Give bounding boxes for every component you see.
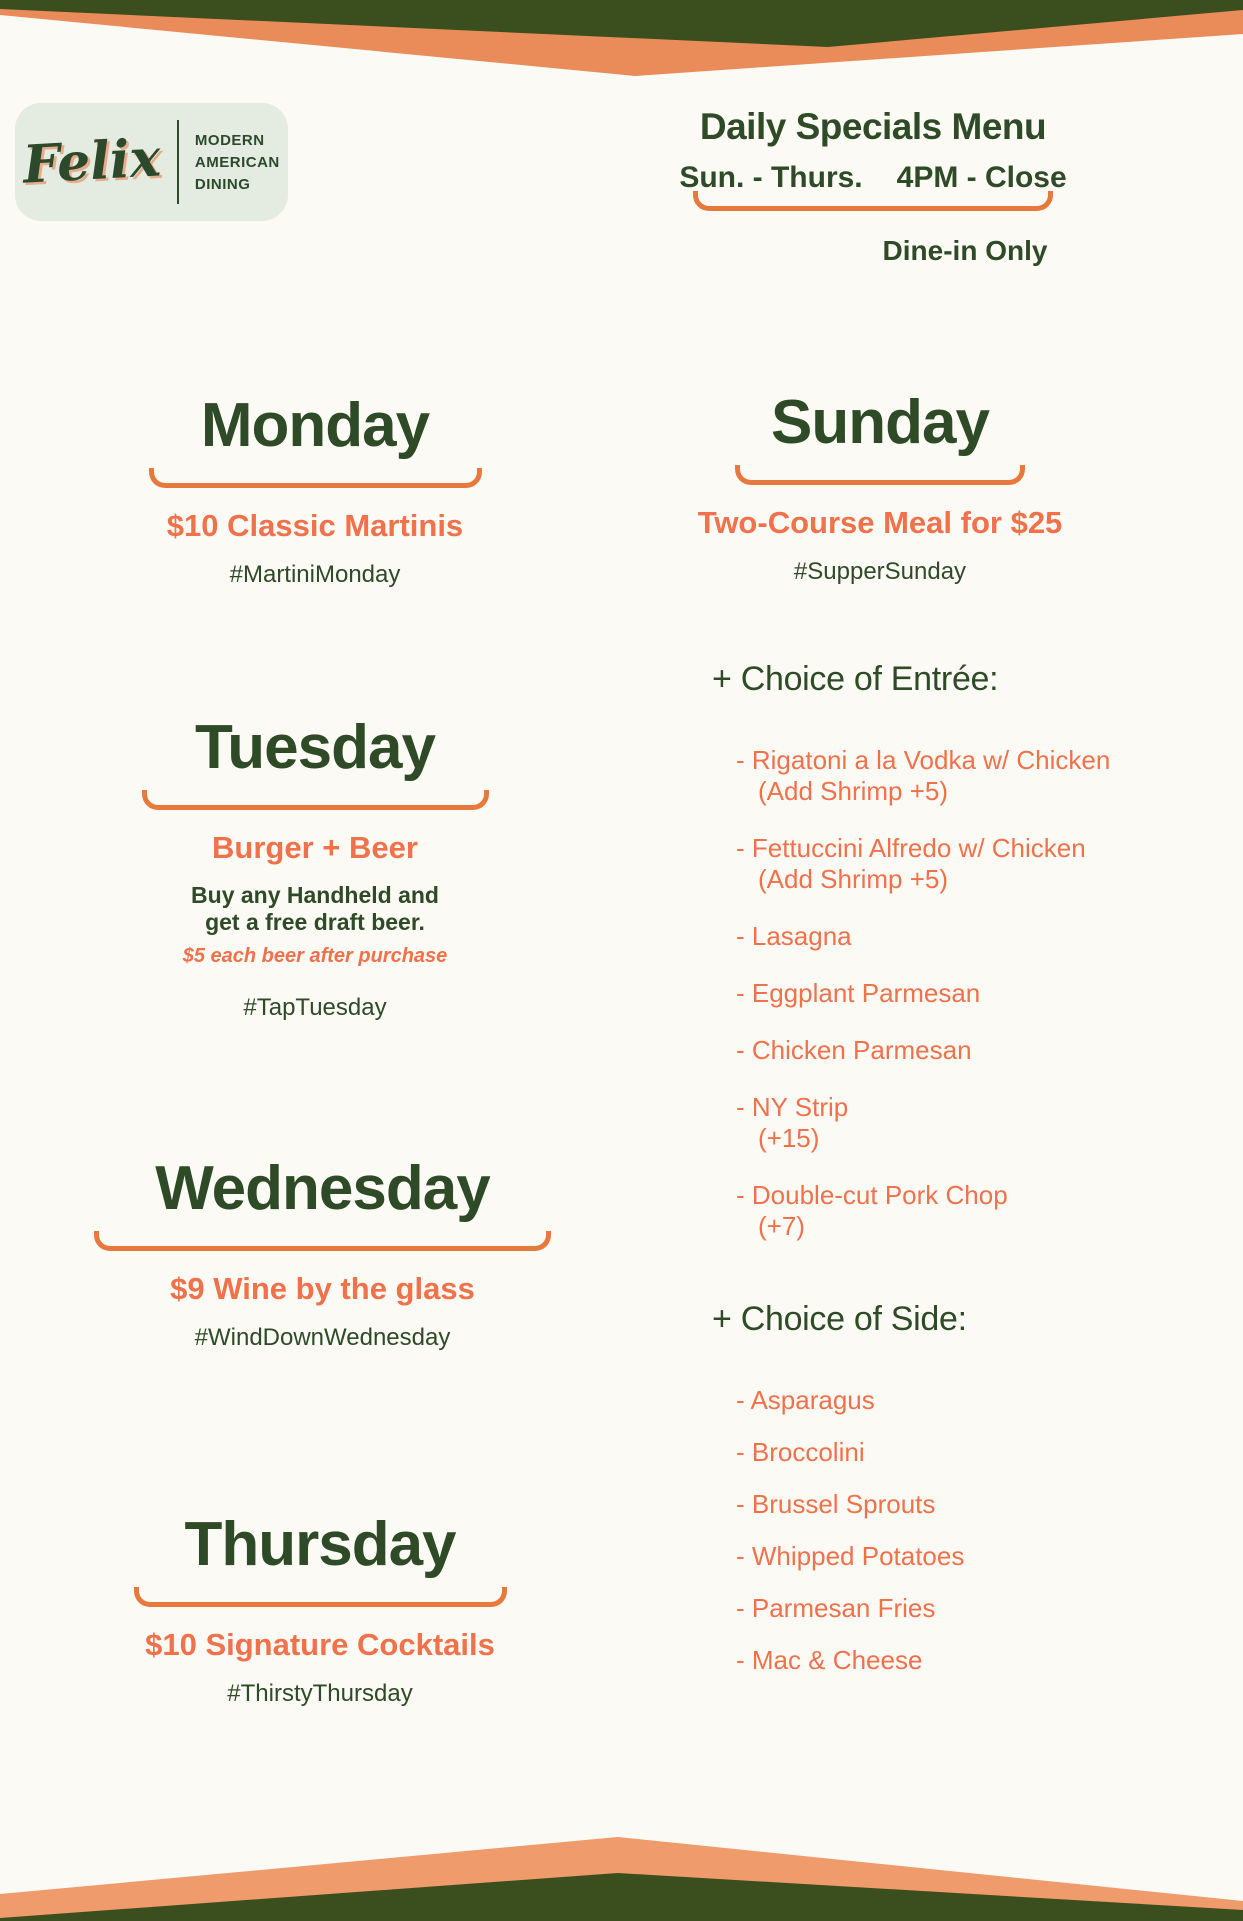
entree-heading: + Choice of Entrée: xyxy=(712,660,999,698)
logo-tagline-line: MODERN xyxy=(194,131,265,149)
entree-item xyxy=(736,921,1222,952)
side-list xyxy=(712,1385,1222,1676)
day-hashtag-wednesday: #WindDownWednesday xyxy=(194,1323,451,1351)
day-title-thursday: Thursday xyxy=(184,1510,456,1579)
menu-header xyxy=(600,106,1146,211)
day-title-wednesday: Wednesday xyxy=(155,1154,490,1223)
entree-item-line2: (+15) xyxy=(758,1123,820,1153)
side-choices xyxy=(712,1300,1222,1697)
entree-item-line1: - Chicken Parmesan xyxy=(736,1035,972,1065)
section-wednesday xyxy=(40,1156,605,1352)
section-thursday xyxy=(40,1512,600,1708)
section-sunday xyxy=(600,390,1160,586)
day-hashtag-monday: #MartiniMonday xyxy=(229,560,401,588)
side-heading: + Choice of Side: xyxy=(712,1300,967,1338)
schedule-days: Sun. - Thurs. xyxy=(679,161,863,194)
page-title: Daily Specials Menu xyxy=(699,106,1047,147)
entree-item-line1: - Lasagna xyxy=(736,921,852,951)
day-hashtag-thursday: #ThirstyThursday xyxy=(227,1679,413,1707)
day-title-tuesday: Tuesday xyxy=(195,713,435,782)
entree-item-line1: - Double-cut Pork Chop xyxy=(736,1180,1008,1210)
side-item: - Brussel Sprouts xyxy=(736,1489,936,1519)
entree-item-line1: - NY Strip xyxy=(736,1092,849,1122)
day-bracket-underline xyxy=(94,1231,551,1251)
day-special-wednesday: $9 Wine by the glass xyxy=(170,1270,475,1306)
entree-item-line1: - Fettuccini Alfredo w/ Chicken xyxy=(736,833,1086,863)
schedule xyxy=(600,161,1146,195)
day-special-tuesday: Burger + Beer xyxy=(212,829,418,865)
entree-item-line2: (Add Shrimp +5) xyxy=(758,776,949,806)
entree-choices xyxy=(712,660,1222,1268)
logo-tagline xyxy=(195,132,280,193)
day-special-sunday: Two-Course Meal for $25 xyxy=(697,504,1063,540)
day-detail-tuesday xyxy=(40,882,590,936)
day-bracket-underline xyxy=(142,790,489,810)
entree-item xyxy=(736,833,1222,895)
day-title-monday: Monday xyxy=(200,391,430,460)
felix-wordmark: Felix xyxy=(21,127,163,196)
day-detail-line: Buy any Handheld and xyxy=(191,881,439,908)
day-special-thursday: $10 Signature Cocktails xyxy=(145,1626,495,1662)
entree-item-line2: (+7) xyxy=(758,1211,805,1241)
entree-item-line1: - Rigatoni a la Vodka w/ Chicken xyxy=(736,745,1111,775)
schedule-hours: 4PM - Close xyxy=(896,161,1067,194)
day-special-monday: $10 Classic Martinis xyxy=(166,507,464,543)
side-item: - Whipped Potatoes xyxy=(736,1541,965,1571)
entree-list xyxy=(712,745,1222,1242)
side-item: - Parmesan Fries xyxy=(736,1593,936,1623)
entree-item xyxy=(736,1180,1222,1242)
side-item: - Broccolini xyxy=(736,1437,865,1467)
day-bracket-underline xyxy=(149,468,482,488)
logo-tagline-line: AMERICAN xyxy=(194,153,280,171)
entree-item xyxy=(736,1035,1222,1066)
entree-item-line2: (Add Shrimp +5) xyxy=(758,864,949,894)
day-title-sunday: Sunday xyxy=(771,388,989,457)
day-detail-line: get a free draft beer. xyxy=(205,908,425,935)
day-bracket-underline xyxy=(134,1587,507,1607)
day-hashtag-sunday: #SupperSunday xyxy=(793,557,967,585)
entree-item-line1: - Eggplant Parmesan xyxy=(736,978,981,1008)
side-item: - Asparagus xyxy=(736,1385,875,1415)
side-item: - Mac & Cheese xyxy=(736,1645,923,1675)
day-bracket-underline xyxy=(735,465,1025,485)
entree-item xyxy=(736,745,1222,807)
dine-in-note: Dine-in Only xyxy=(882,235,1048,266)
logo-tagline-line: DINING xyxy=(194,175,251,193)
entree-item xyxy=(736,978,1222,1009)
day-fine-print-tuesday: $5 each beer after purchase xyxy=(182,944,448,967)
entree-item xyxy=(736,1092,1222,1154)
day-hashtag-tuesday: #TapTuesday xyxy=(243,993,387,1021)
section-monday xyxy=(40,393,590,589)
felix-logo xyxy=(15,103,288,221)
logo-divider xyxy=(177,120,179,204)
section-tuesday xyxy=(40,715,590,1022)
